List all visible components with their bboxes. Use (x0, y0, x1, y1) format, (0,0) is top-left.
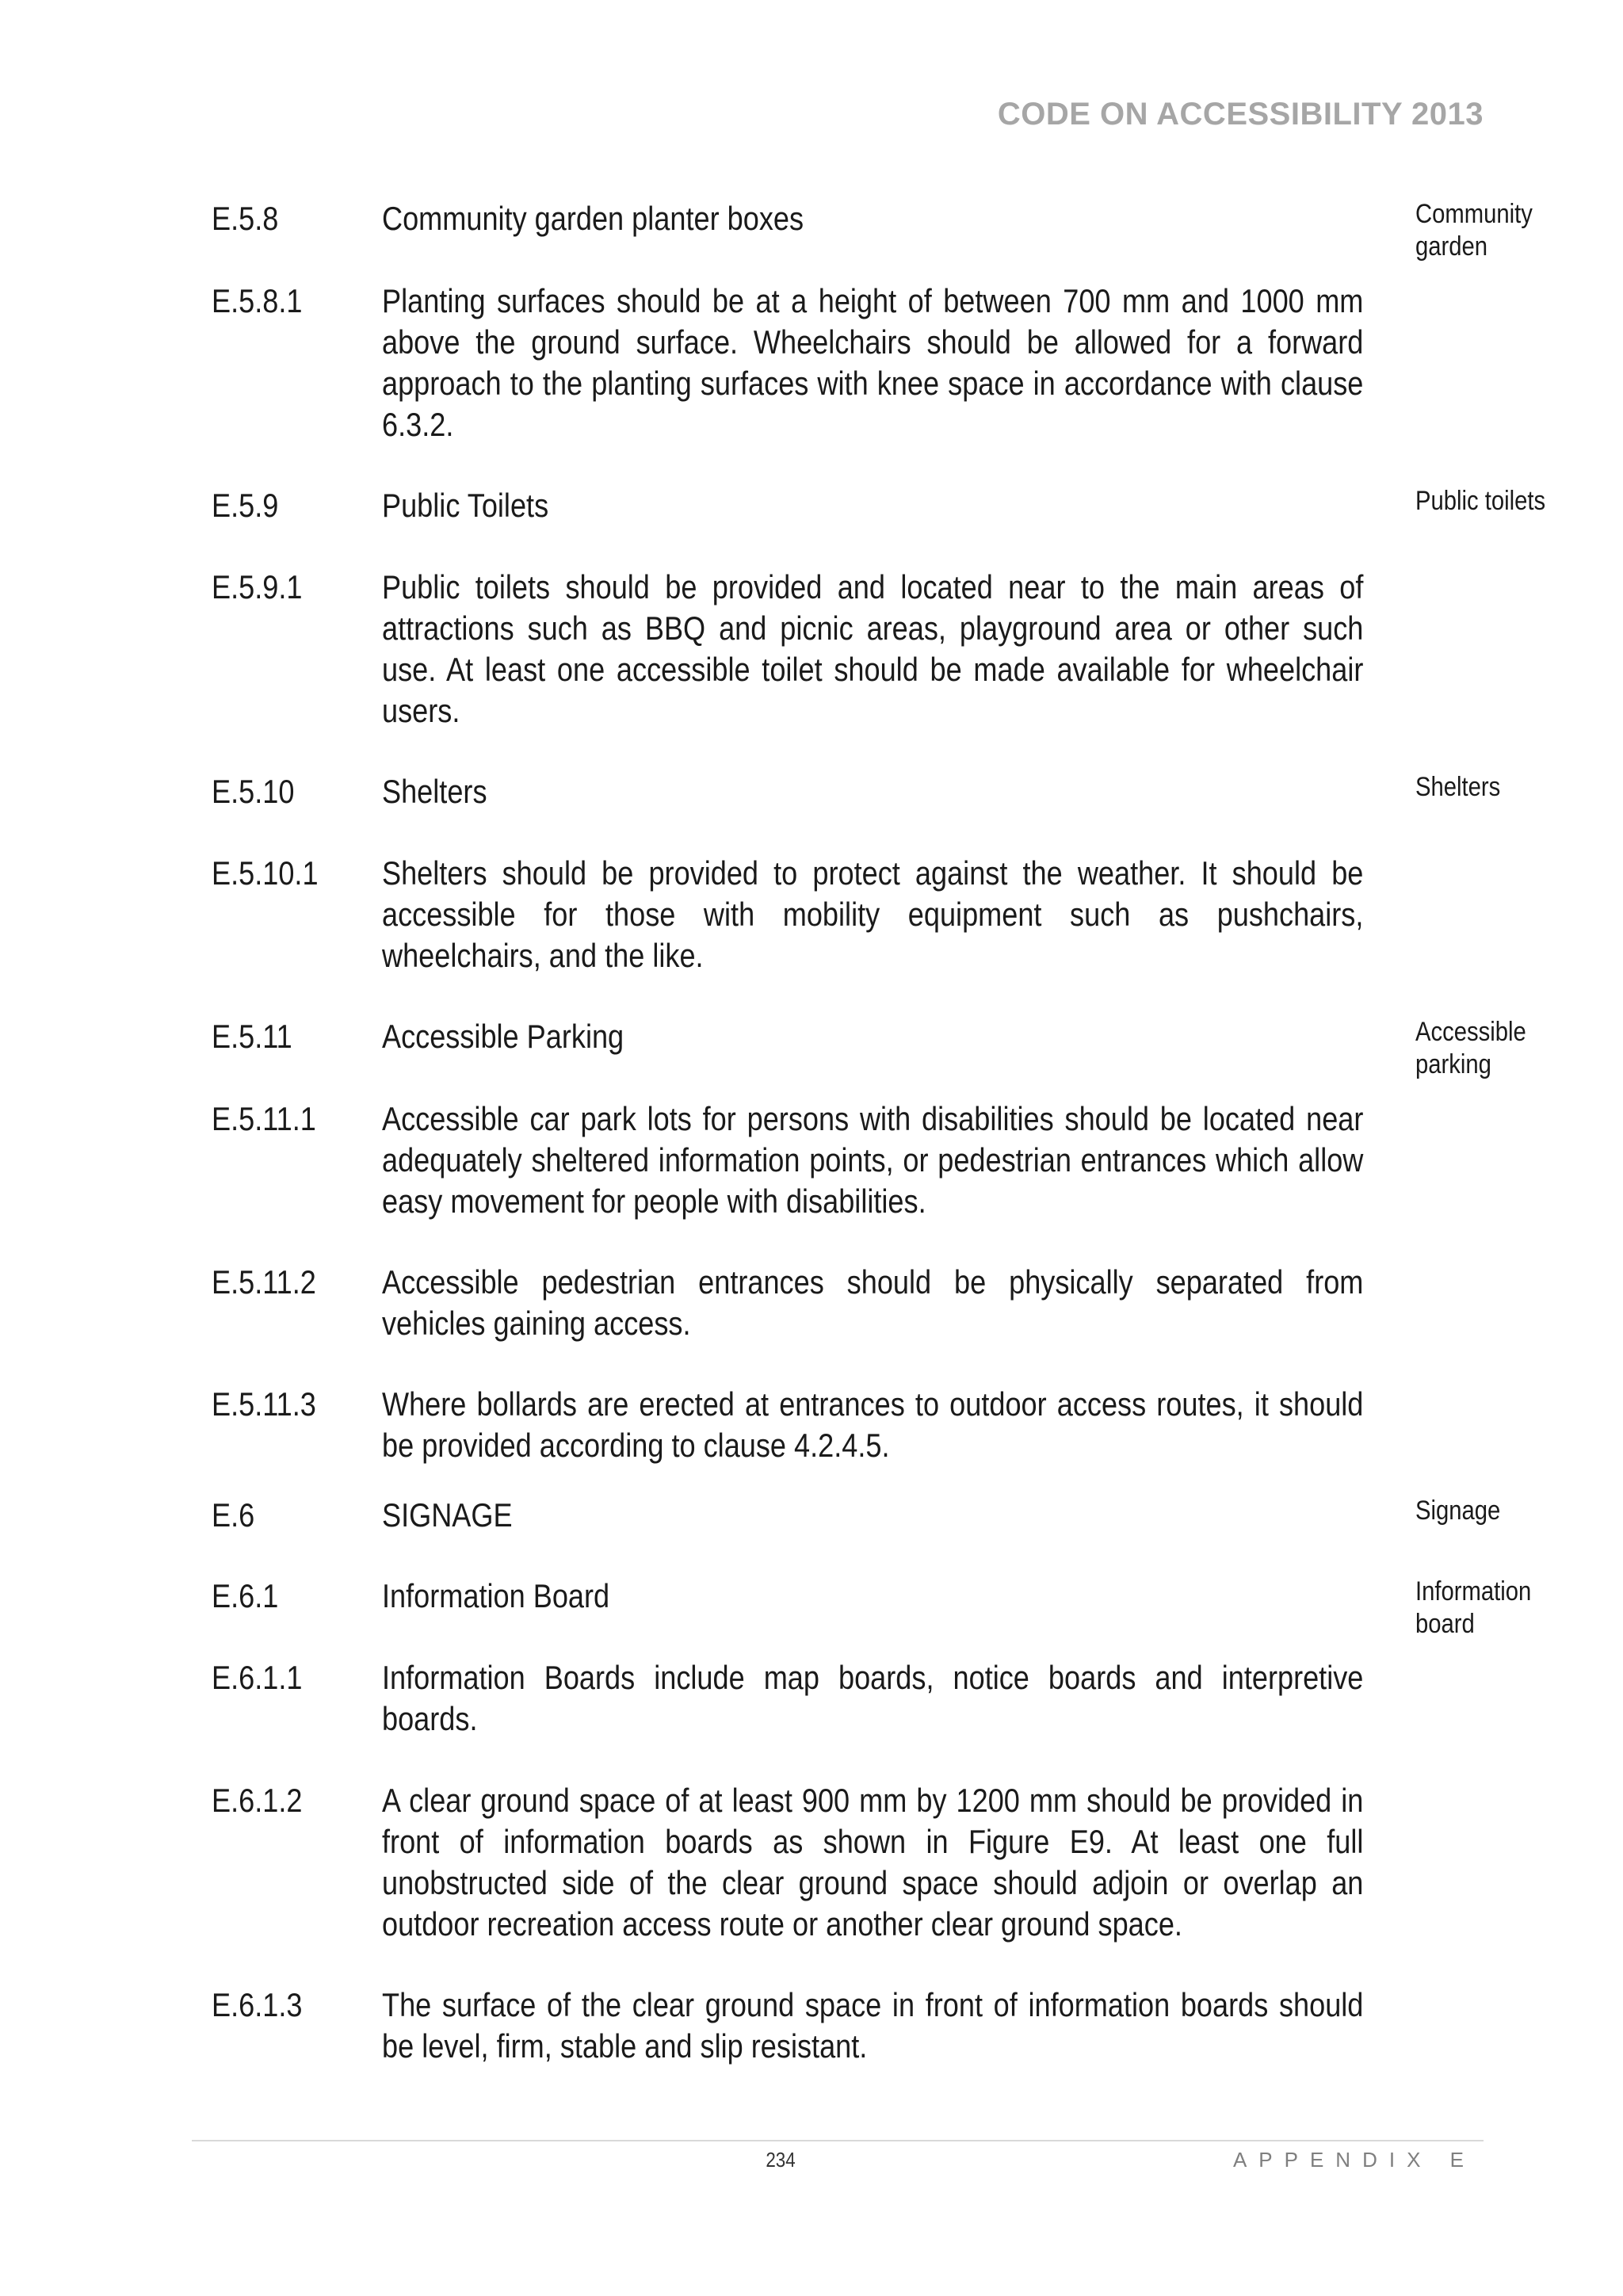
section-heading: Public Toilets (382, 487, 549, 524)
section-heading: SIGNAGE (382, 1496, 513, 1534)
clause-text: Accessible pedestrian entrances should be physically separated from vehicles gaining access. (382, 1263, 1364, 1342)
clause-number: E.6.1.2 (212, 1782, 303, 1819)
section-number: E.6.1 (212, 1577, 279, 1614)
margin-note: Signage (1415, 1496, 1501, 1526)
clause-number: E.6.1.3 (212, 1986, 303, 2023)
clause-text: Information Boards include map boards, notice boards and interpretive boards. (382, 1659, 1364, 1737)
margin-note: Information board (1415, 1576, 1532, 1639)
clause-text: Public toilets should be provided and located near to the main areas of attractions such as BBQ and picnic areas, playground area or other such use. At least one accessible toilet should be made available for wheelchair users. (382, 568, 1364, 729)
section-number: E.5.9 (212, 487, 279, 524)
margin-note: Community garden (1415, 199, 1533, 262)
section-number: E.5.11 (212, 1018, 292, 1055)
clause-number: E.6.1.1 (212, 1659, 303, 1696)
clause-number: E.5.8.1 (212, 282, 303, 319)
section-number: E.5.10 (212, 773, 295, 810)
document-header-title: CODE ON ACCESSIBILITY 2013 (997, 97, 1484, 132)
clause-number: E.5.11.2 (212, 1263, 316, 1301)
appendix-label: APPENDIX E (1232, 2148, 1476, 2172)
section-number: E.5.8 (212, 200, 279, 237)
section-heading: Information Board (382, 1577, 610, 1614)
clause-number: E.5.11.1 (212, 1100, 316, 1137)
clause-text: Planting surfaces should be at a height of between 700 mm and 1000 mm above the ground surface. Wheelchairs should be allowed for a forward approach to the planting surfaces with knee space in accordance with clause 6.3.2. (382, 282, 1364, 443)
footer-divider (192, 2140, 1484, 2141)
clause-number: E.5.10.1 (212, 854, 319, 892)
margin-note: Shelters (1415, 772, 1501, 802)
clause-text: Where bollards are erected at entrances to outdoor access routes, it should be provided according to clause 4.2.4.5. (382, 1385, 1364, 1464)
section-heading: Accessible Parking (382, 1018, 624, 1055)
margin-note: Public toilets (1415, 486, 1546, 516)
section-heading: Community garden planter boxes (382, 200, 804, 237)
section-number: E.6 (212, 1496, 255, 1534)
clause-number: E.5.9.1 (212, 568, 303, 606)
clause-number: E.5.11.3 (212, 1385, 316, 1423)
page-number: 234 (766, 2148, 796, 2172)
clause-text: Accessible car park lots for persons with disabilities should be located near adequately sheltered information points, or pedestrian entrances which allow easy movement for people with disabilities. (382, 1100, 1364, 1220)
clause-text: A clear ground space of at least 900 mm by 1200 mm should be provided in front of information boards as shown in Figure E9. At least one full unobstructed side of the clear ground space should adjoin or overlap an outdoor recreation access route or another clear ground space. (382, 1782, 1364, 1943)
clause-text: The surface of the clear ground space in front of information boards should be level, firm, stable and slip resistant. (382, 1986, 1364, 2065)
clause-text: Shelters should be provided to protect against the weather. It should be accessible for those with mobility equipment such as pushchairs, wheelchairs, and the like. (382, 854, 1364, 974)
margin-note: Accessible parking (1415, 1017, 1526, 1079)
section-heading: Shelters (382, 773, 487, 810)
